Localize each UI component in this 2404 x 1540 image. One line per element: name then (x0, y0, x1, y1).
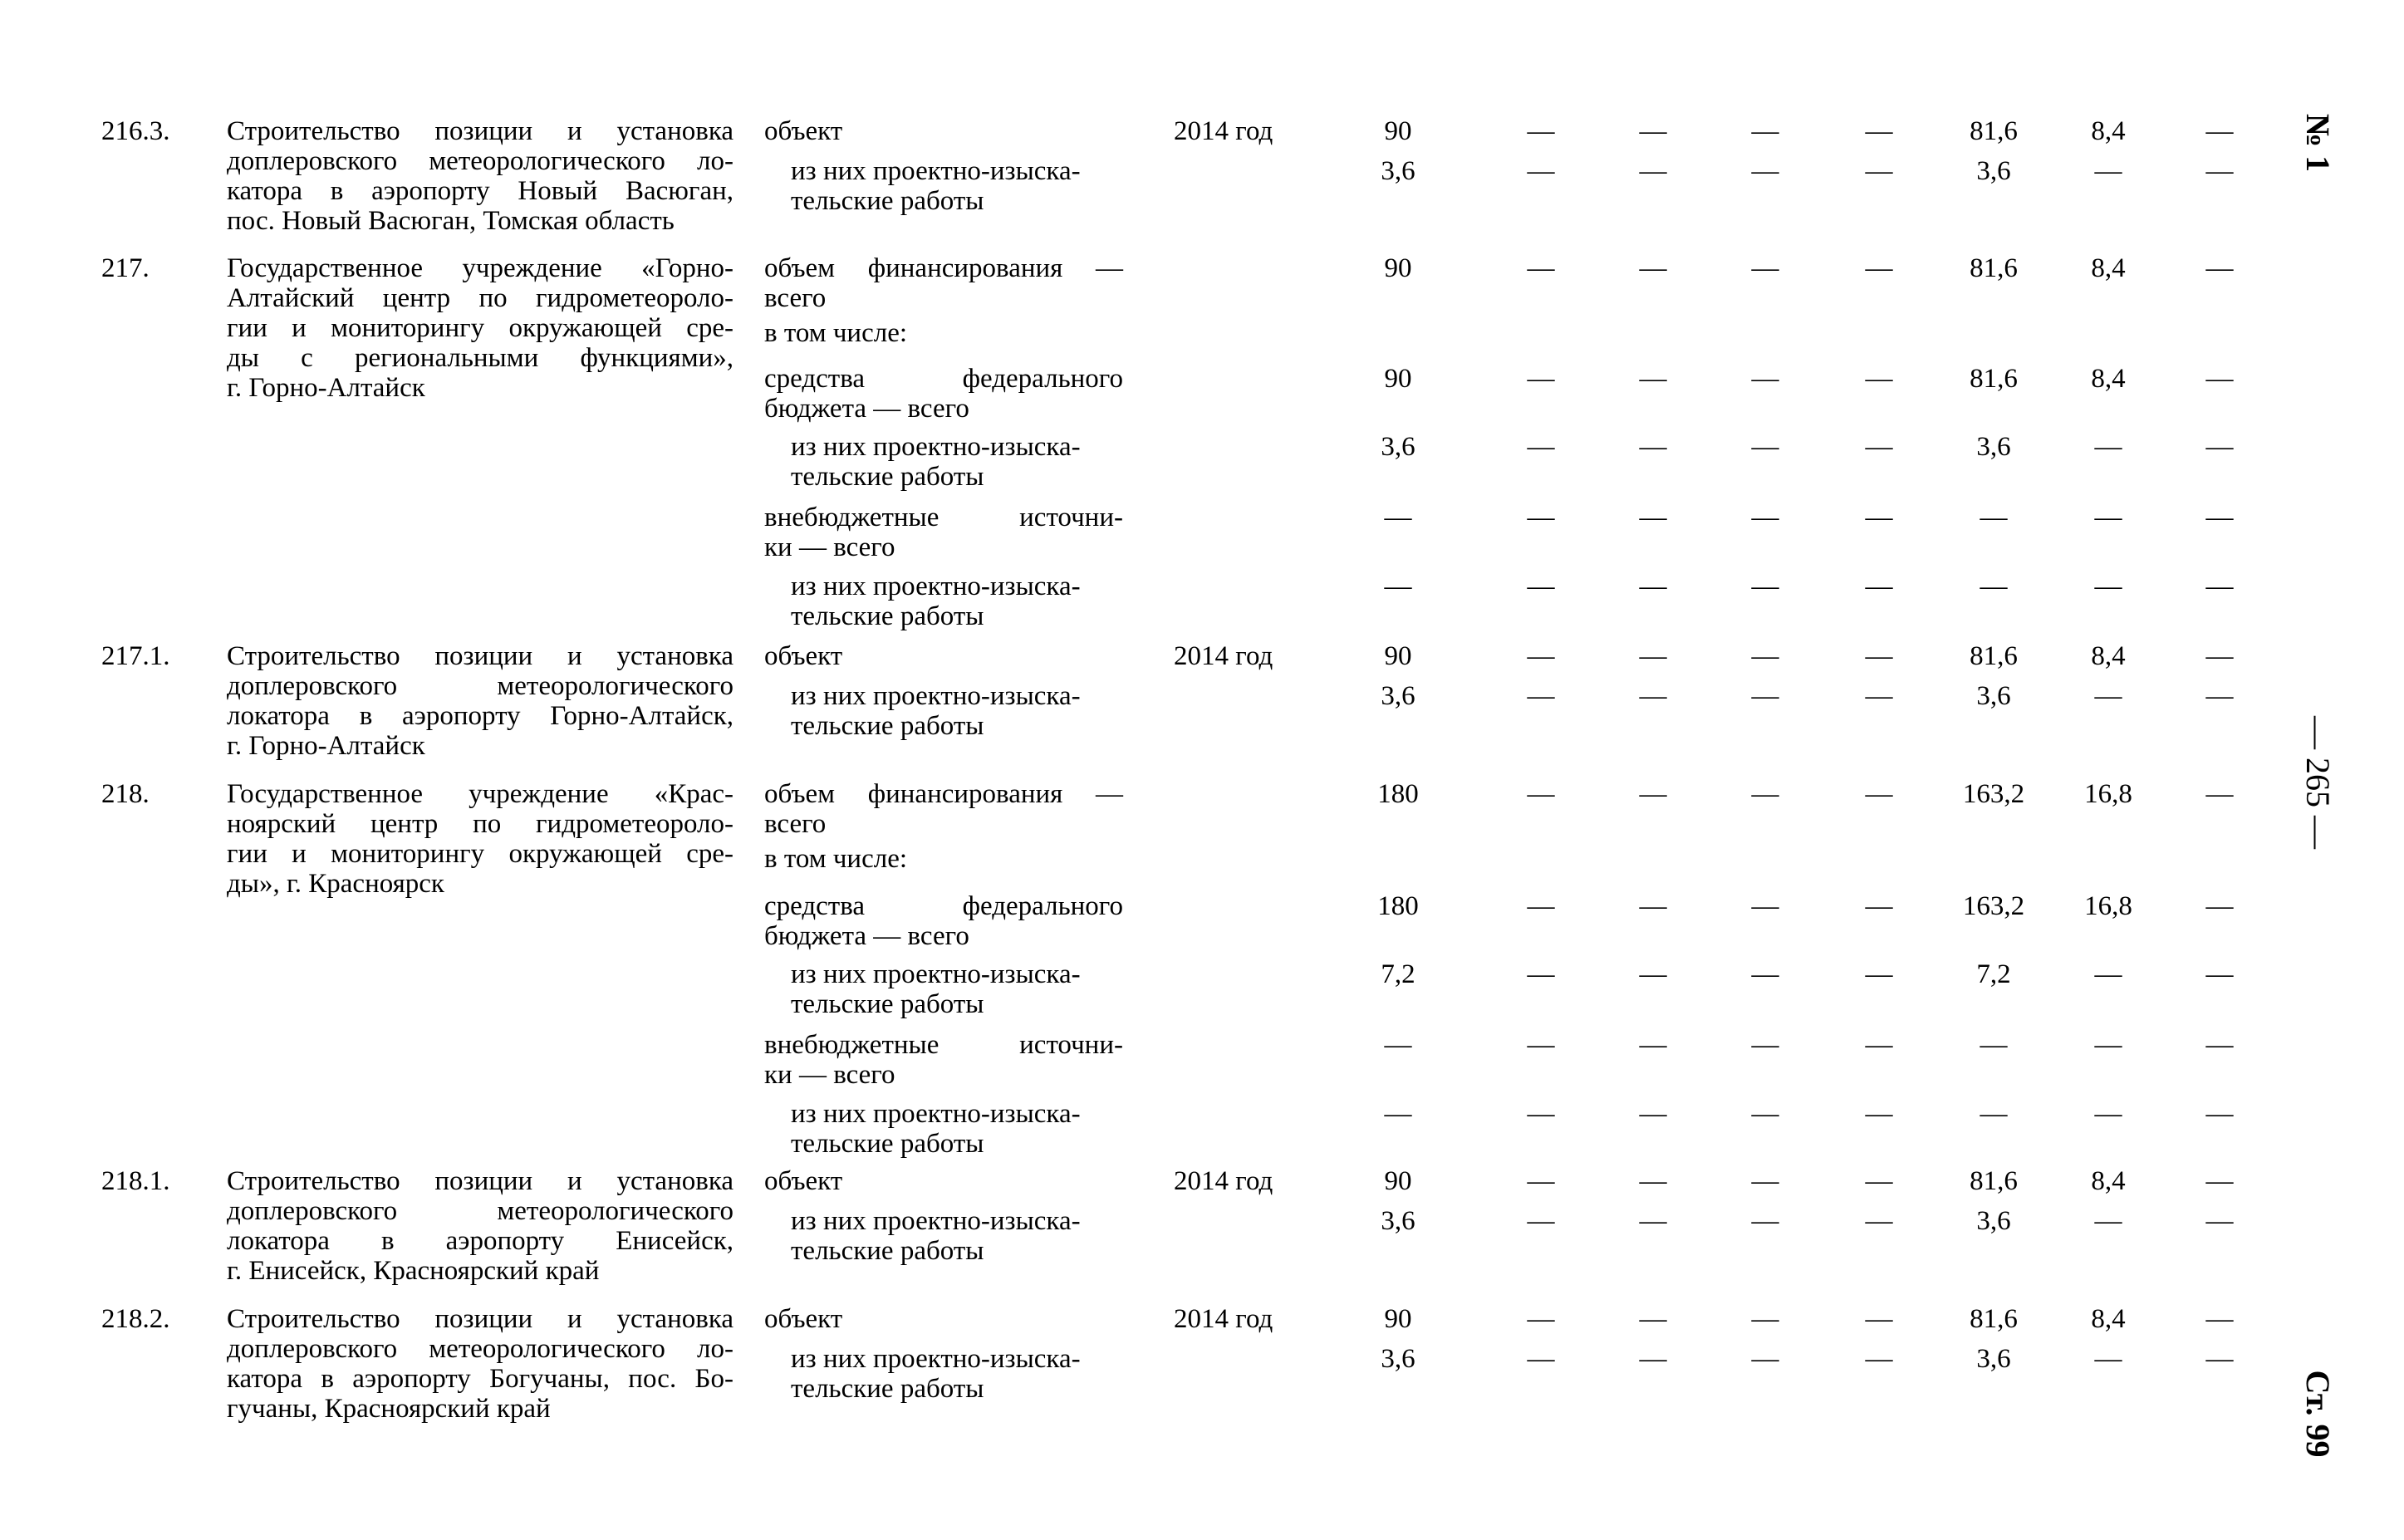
value-cell: — (1639, 1344, 1667, 1374)
value-cell: 90 (1384, 1304, 1412, 1334)
value-cell: — (1751, 116, 1779, 146)
description-line: локатора в аэропорту Енисейск, (227, 1226, 733, 1256)
value-cell: — (2205, 156, 2234, 186)
description-line: Строительство позиции и установка (227, 641, 733, 671)
value-cell: — (1865, 571, 1893, 601)
financing-label-line: внебюджетные источни- (764, 503, 1123, 532)
financing-label-line: из них проектно-изыска- (791, 432, 1081, 462)
value-cell: — (2205, 503, 2234, 532)
row-description (227, 1166, 733, 1286)
value-cell: 81,6 (1970, 641, 2018, 671)
financing-label-line: из них проектно-изыска- (791, 1344, 1081, 1374)
description-line: гии и мониторингу окружающей сре- (227, 839, 733, 869)
description-line: локатора в аэропорту Горно-Алтайск, (227, 701, 733, 731)
value-cell: — (2205, 1304, 2234, 1334)
row-number: 217.1. (101, 641, 170, 671)
financing-label-line: бюджета — всего (764, 394, 969, 424)
value-cell: — (2094, 571, 2122, 601)
value-cell: 3,6 (1381, 156, 1415, 186)
value-cell: — (1980, 1099, 2008, 1129)
row-number: 218.2. (101, 1304, 170, 1334)
value-cell: — (1639, 1304, 1667, 1334)
value-cell: — (1980, 503, 2008, 532)
value-cell: — (1865, 1344, 1893, 1374)
value-cell: 90 (1384, 253, 1412, 283)
financing-label-line: из них проектно-изыска- (791, 1206, 1081, 1236)
value-cell: — (1751, 432, 1779, 462)
value-cell: 81,6 (1970, 364, 2018, 394)
value-cell: — (1865, 959, 1893, 989)
financing-label (764, 318, 1123, 348)
description-line: ноярский центр по гидрометеороло- (227, 809, 733, 839)
financing-label (791, 571, 1123, 631)
value-cell: 3,6 (1381, 681, 1415, 711)
value-cell: 8,4 (2091, 641, 2126, 671)
value-cell: — (1639, 1030, 1667, 1060)
financing-label (764, 1030, 1123, 1090)
financing-label-line: ки — всего (764, 1060, 895, 1090)
value-cell: — (2205, 681, 2234, 711)
value-cell: 90 (1384, 116, 1412, 146)
financing-label (791, 681, 1123, 741)
financing-label-line: тельские работы (791, 711, 984, 741)
value-cell: — (1639, 1099, 1667, 1129)
value-cell: — (1527, 1166, 1555, 1196)
value-cell: — (1384, 503, 1412, 532)
value-cell: — (1865, 779, 1893, 809)
financing-label-line: тельские работы (791, 989, 984, 1019)
value-cell: — (1751, 641, 1779, 671)
year-cell: 2014 год (1174, 1166, 1273, 1196)
financing-label-line: средства федерального (764, 364, 1123, 394)
row-description (227, 779, 733, 899)
financing-label-line: тельские работы (791, 1374, 984, 1404)
value-cell: 90 (1384, 364, 1412, 394)
financing-label (764, 641, 1123, 671)
value-cell: — (1751, 571, 1779, 601)
financing-label-line: объект (764, 1166, 843, 1196)
financing-label (764, 1304, 1123, 1334)
value-cell: — (1527, 156, 1555, 186)
value-cell: — (1527, 891, 1555, 921)
value-cell: 180 (1377, 779, 1419, 809)
value-cell: 3,6 (1976, 432, 2011, 462)
value-cell: — (2205, 571, 2234, 601)
value-cell: — (1639, 503, 1667, 532)
value-cell: 8,4 (2091, 1166, 2126, 1196)
year-cell: 2014 год (1174, 116, 1273, 146)
value-cell: 163,2 (1962, 891, 2025, 921)
value-cell: — (1527, 1030, 1555, 1060)
value-cell: — (1384, 571, 1412, 601)
financing-label-line: из них проектно-изыска- (791, 156, 1081, 186)
value-cell: — (1639, 571, 1667, 601)
value-cell: — (1751, 959, 1779, 989)
value-cell: 7,2 (1381, 959, 1415, 989)
value-cell: — (1865, 1304, 1893, 1334)
financing-label (764, 503, 1123, 562)
value-cell: — (1751, 1206, 1779, 1236)
value-cell: 81,6 (1970, 253, 2018, 283)
value-cell: 7,2 (1976, 959, 2011, 989)
financing-label-line: бюджета — всего (764, 921, 969, 951)
value-cell: — (1527, 503, 1555, 532)
value-cell: — (2094, 432, 2122, 462)
value-cell: 90 (1384, 641, 1412, 671)
financing-label-line: из них проектно-изыска- (791, 571, 1081, 601)
description-line: Государственное учреждение «Крас- (227, 779, 733, 809)
description-line: г. Енисейск, Красноярский край (227, 1256, 600, 1286)
value-cell: — (1751, 364, 1779, 394)
value-cell: — (1527, 432, 1555, 462)
financing-label-line: объект (764, 1304, 843, 1334)
value-cell: 81,6 (1970, 1304, 2018, 1334)
value-cell: 8,4 (2091, 364, 2126, 394)
value-cell: — (1865, 156, 1893, 186)
value-cell: — (1384, 1030, 1412, 1060)
financing-label-line: тельские работы (791, 1236, 984, 1266)
value-cell: — (1639, 432, 1667, 462)
financing-label-line: тельские работы (791, 186, 984, 216)
value-cell: — (2205, 253, 2234, 283)
value-cell: — (1639, 1206, 1667, 1236)
value-cell: — (2205, 364, 2234, 394)
value-cell: — (1639, 891, 1667, 921)
financing-label-line: средства федерального (764, 891, 1123, 921)
value-cell: — (2094, 1344, 2122, 1374)
value-cell: — (2094, 1030, 2122, 1060)
financing-label (764, 1166, 1123, 1196)
value-cell: 163,2 (1962, 779, 2025, 809)
value-cell: — (1751, 253, 1779, 283)
value-cell: — (2205, 116, 2234, 146)
value-cell: — (1751, 681, 1779, 711)
description-line: Строительство позиции и установка (227, 1304, 733, 1334)
value-cell: 3,6 (1381, 1344, 1415, 1374)
description-line: ды», г. Красноярск (227, 869, 444, 899)
financing-label (791, 1206, 1123, 1266)
value-cell: 180 (1377, 891, 1419, 921)
value-cell: — (1865, 116, 1893, 146)
value-cell: — (2205, 1030, 2234, 1060)
financing-label (764, 891, 1123, 951)
value-cell: — (2205, 959, 2234, 989)
value-cell: — (1639, 1166, 1667, 1196)
value-cell: — (1527, 1304, 1555, 1334)
value-cell: — (1639, 116, 1667, 146)
value-cell: — (1527, 571, 1555, 601)
value-cell: — (1980, 571, 2008, 601)
value-cell: 3,6 (1976, 1206, 2011, 1236)
value-cell: — (1639, 641, 1667, 671)
value-cell: — (2094, 1206, 2122, 1236)
value-cell: 81,6 (1970, 116, 2018, 146)
value-cell: — (1865, 1099, 1893, 1129)
value-cell: — (2205, 1099, 2234, 1129)
page-number: — 265 — (2299, 716, 2337, 849)
row-description (227, 1304, 733, 1424)
value-cell: 8,4 (2091, 1304, 2126, 1334)
row-description (227, 253, 733, 403)
description-line: г. Горно-Алтайск (227, 731, 425, 761)
financing-label (791, 1344, 1123, 1404)
value-cell: — (1751, 1099, 1779, 1129)
financing-label-line: тельские работы (791, 601, 984, 631)
value-cell: — (1865, 641, 1893, 671)
financing-label-line: ки — всего (764, 532, 895, 562)
financing-label (791, 959, 1123, 1019)
description-line: доплеровского метеорологического ло- (227, 146, 733, 176)
financing-label-line: из них проектно-изыска- (791, 1099, 1081, 1129)
value-cell: — (1527, 116, 1555, 146)
row-number: 216.3. (101, 116, 170, 146)
value-cell: 16,8 (2084, 779, 2132, 809)
financing-label-line: внебюджетные источни- (764, 1030, 1123, 1060)
value-cell: — (1639, 959, 1667, 989)
value-cell: — (1865, 891, 1893, 921)
financing-label (764, 364, 1123, 424)
value-cell: — (1639, 253, 1667, 283)
value-cell: — (2094, 503, 2122, 532)
row-number: 218.1. (101, 1166, 170, 1196)
financing-label-line: объект (764, 116, 843, 146)
description-line: Алтайский центр по гидрометеороло- (227, 283, 733, 313)
description-line: доплеровского метеорологического (227, 1196, 733, 1226)
financing-label-line: всего (764, 283, 827, 313)
value-cell: — (1527, 641, 1555, 671)
article-number: Ст. 99 (2299, 1370, 2337, 1458)
financing-label-line: всего (764, 809, 827, 839)
issue-number: № 1 (2299, 113, 2337, 173)
value-cell: — (2205, 432, 2234, 462)
value-cell: — (1751, 1166, 1779, 1196)
value-cell: — (1751, 891, 1779, 921)
value-cell: — (1751, 503, 1779, 532)
financing-label-line: тельские работы (791, 1129, 984, 1159)
value-cell: — (1527, 1344, 1555, 1374)
description-line: пос. Новый Васюган, Томская область (227, 206, 675, 236)
value-cell: — (1865, 432, 1893, 462)
year-cell: 2014 год (1174, 641, 1273, 671)
description-line: г. Горно-Алтайск (227, 373, 425, 403)
description-line: гучаны, Красноярский край (227, 1394, 551, 1424)
value-cell: — (1527, 253, 1555, 283)
value-cell: — (1751, 156, 1779, 186)
financing-label (764, 779, 1123, 839)
value-cell: — (1865, 1166, 1893, 1196)
value-cell: — (2205, 1206, 2234, 1236)
financing-label (791, 432, 1123, 492)
value-cell: 3,6 (1381, 1206, 1415, 1236)
value-cell: — (1865, 503, 1893, 532)
value-cell: — (1527, 364, 1555, 394)
value-cell: — (1751, 779, 1779, 809)
value-cell: — (2205, 1344, 2234, 1374)
value-cell: — (1751, 1344, 1779, 1374)
value-cell: — (1639, 156, 1667, 186)
financing-label-line: в том числе: (764, 844, 908, 874)
description-line: катора в аэропорту Новый Васюган, (227, 176, 733, 206)
value-cell: — (1865, 681, 1893, 711)
financing-label-line: объем финансирования — (764, 779, 1123, 809)
value-cell: — (2094, 1099, 2122, 1129)
value-cell: — (2094, 156, 2122, 186)
row-description (227, 116, 733, 236)
value-cell: — (1865, 1206, 1893, 1236)
row-description (227, 641, 733, 761)
value-cell: — (1527, 779, 1555, 809)
value-cell: 3,6 (1976, 681, 2011, 711)
value-cell: — (2094, 681, 2122, 711)
description-line: катора в аэропорту Богучаны, пос. Бо- (227, 1364, 733, 1394)
financing-label-line: объем финансирования — (764, 253, 1123, 283)
row-number: 217. (101, 253, 150, 283)
value-cell: — (1639, 779, 1667, 809)
value-cell: — (1980, 1030, 2008, 1060)
value-cell: 3,6 (1381, 432, 1415, 462)
value-cell: — (1865, 1030, 1893, 1060)
description-line: Строительство позиции и установка (227, 1166, 733, 1196)
value-cell: — (1751, 1030, 1779, 1060)
value-cell: 8,4 (2091, 253, 2126, 283)
value-cell: — (2205, 779, 2234, 809)
financing-label (791, 156, 1123, 216)
description-line: доплеровского метеорологического (227, 671, 733, 701)
financing-label (764, 844, 1123, 874)
row-number: 218. (101, 779, 150, 809)
financing-label (791, 1099, 1123, 1159)
value-cell: — (1865, 364, 1893, 394)
description-line: гии и мониторингу окружающей сре- (227, 313, 733, 343)
value-cell: 16,8 (2084, 891, 2132, 921)
value-cell: — (1751, 1304, 1779, 1334)
financing-label (764, 253, 1123, 313)
value-cell: — (1527, 959, 1555, 989)
value-cell: — (1527, 681, 1555, 711)
value-cell: 90 (1384, 1166, 1412, 1196)
financing-label-line: объект (764, 641, 843, 671)
value-cell: 3,6 (1976, 1344, 2011, 1374)
description-line: ды с региональными функциями», (227, 343, 733, 373)
year-cell: 2014 год (1174, 1304, 1273, 1334)
description-line: доплеровского метеорологического ло- (227, 1334, 733, 1364)
financing-label-line: из них проектно-изыска- (791, 681, 1081, 711)
value-cell: — (2205, 641, 2234, 671)
financing-label-line: тельские работы (791, 462, 984, 492)
financing-label-line: из них проектно-изыска- (791, 959, 1081, 989)
value-cell: — (1384, 1099, 1412, 1129)
description-line: Государственное учреждение «Горно- (227, 253, 733, 283)
value-cell: 3,6 (1976, 156, 2011, 186)
financing-label (764, 116, 1123, 146)
value-cell: — (1639, 681, 1667, 711)
description-line: Строительство позиции и установка (227, 116, 733, 146)
value-cell: — (2205, 891, 2234, 921)
value-cell: — (1639, 364, 1667, 394)
financing-label-line: в том числе: (764, 318, 908, 348)
value-cell: 8,4 (2091, 116, 2126, 146)
value-cell: — (2205, 1166, 2234, 1196)
value-cell: — (1527, 1099, 1555, 1129)
value-cell: 81,6 (1970, 1166, 2018, 1196)
value-cell: — (2094, 959, 2122, 989)
value-cell: — (1865, 253, 1893, 283)
value-cell: — (1527, 1206, 1555, 1236)
